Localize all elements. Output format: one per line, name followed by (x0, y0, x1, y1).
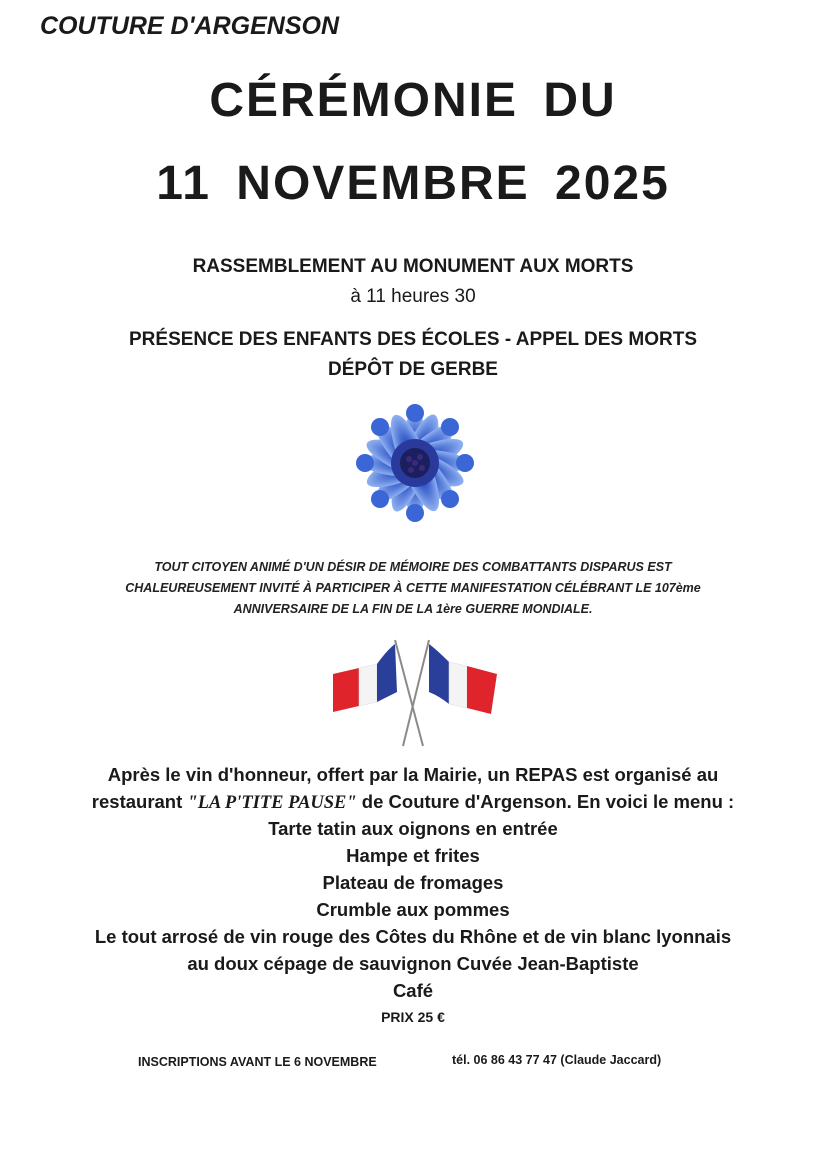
french-flags-icon (325, 632, 505, 750)
town-name: COUTURE D'ARGENSON (40, 12, 340, 40)
appeal-line-1: TOUT CITOYEN ANIMÉ D'UN DÉSIR DE MÉMOIRE DES COMBATTANTS DISPARUS EST (154, 560, 672, 574)
menu-item: Plateau de fromages (322, 872, 504, 893)
program-line-1: PRÉSENCE DES ENFANTS DES ÉCOLES - APPEL DES MORTS (129, 329, 697, 350)
appeal-line-3: ANNIVERSAIRE DE LA FIN DE LA 1ère GUERRE MONDIALE. (233, 602, 593, 616)
title-line-1: CÉRÉMONIE DU (209, 74, 617, 127)
gathering-place: RASSEMBLEMENT AU MONUMENT AUX MORTS (192, 256, 634, 277)
price: PRIX 25 € (381, 1009, 445, 1025)
menu-item: Le tout arrosé de vin rouge des Côtes du Rhône et de vin blanc lyonnais (94, 926, 732, 947)
meal-intro-after: de Couture d'Argenson. En voici le menu : (356, 791, 735, 812)
registration-deadline: INSCRIPTIONS AVANT LE 6 NOVEMBRE (138, 1055, 377, 1069)
meal-intro-line-1: Après le vin d'honneur, offert par la Mairie, un REPAS est organisé au (107, 764, 719, 785)
program-line-2: DÉPÔT DE GERBE (328, 359, 498, 380)
menu-item: Crumble aux pommes (316, 899, 510, 920)
restaurant-name: "LA P'TITE PAUSE" (187, 793, 357, 813)
appeal-line-2: CHALEUREUSEMENT INVITÉ À PARTICIPER À CETTE MANIFESTATION CÉLÉBRANT LE 107ème (125, 581, 701, 595)
contact-phone: tél. 06 86 43 77 47 (Claude Jaccard) (452, 1053, 662, 1067)
title-line-2: 11 NOVEMBRE 2025 (156, 157, 670, 210)
gathering-time: à 11 heures 30 (350, 286, 476, 307)
meal-intro-before: restaurant (91, 791, 188, 812)
menu-item: Tarte tatin aux oignons en entrée (268, 818, 558, 839)
menu-item: Café (392, 980, 434, 1001)
menu-item: au doux cépage de sauvignon Cuvée Jean-Baptiste (187, 953, 639, 974)
meal-intro-line-2 (40, 788, 786, 817)
menu-item: Hampe et frites (346, 845, 480, 866)
cornflower-icon (340, 398, 490, 533)
